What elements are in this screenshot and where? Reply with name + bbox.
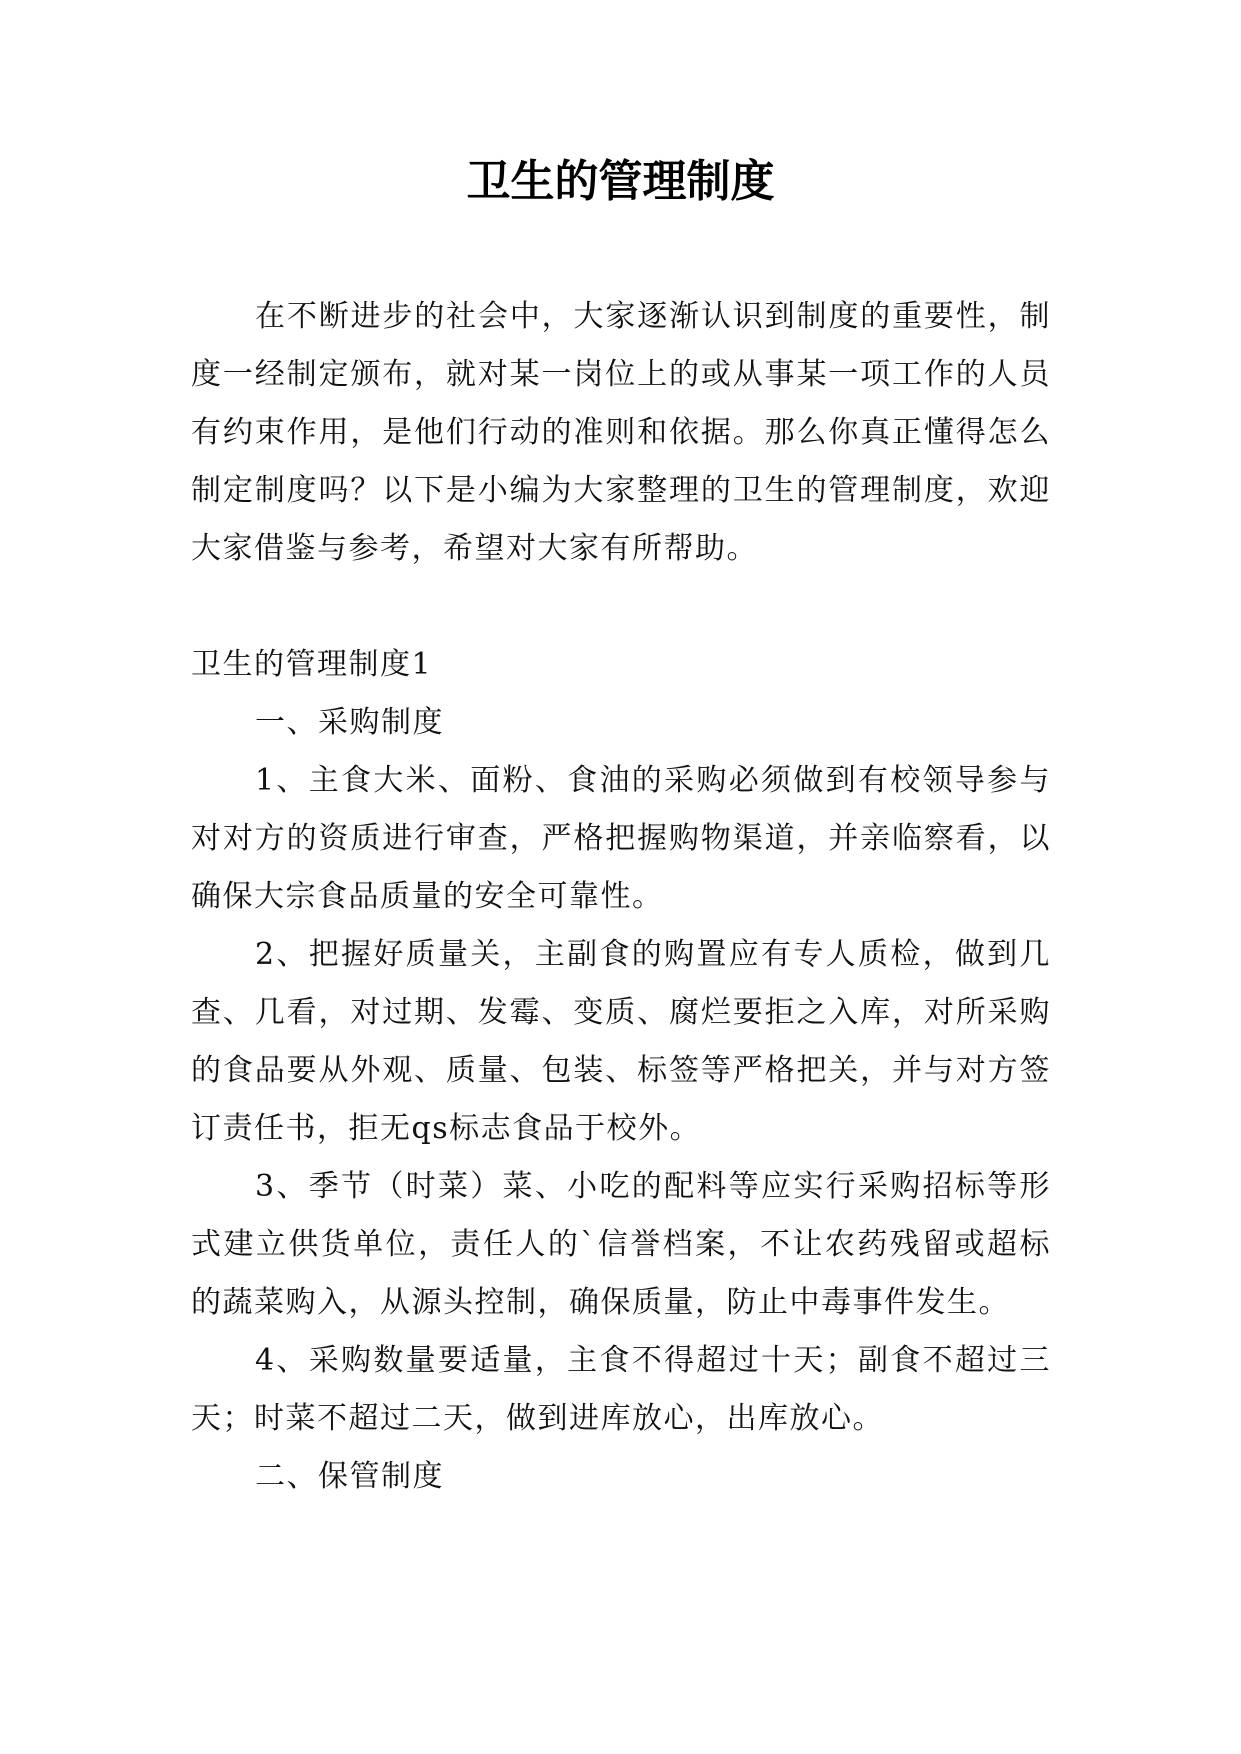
paragraph-spacer xyxy=(191,578,1051,636)
list-item: 4、采购数量要适量，主食不得超过十天；副食不超过三天；时菜不超过二天，做到进库放心，出库放心。 xyxy=(191,1343,1051,1436)
list-item: 1、主食大米、面粉、食油的采购必须做到有校领导参与对对方的资质进行审查，严格把握购物渠道，并亲临察看，以确保大宗食品质量的安全可靠性。 xyxy=(191,763,1051,914)
section-heading: 卫生的管理制度1 xyxy=(191,647,433,682)
list-item: 2、把握好质量关，主副食的购置应有专人质检，做到几查、几看，对过期、发霉、变质、腐烂要拒之入库，对所采购的食品要从外观、质量、包装、标签等严格把关，并与对方签订责任书，拒无qs标志食品于校外。 xyxy=(191,937,1051,1146)
list-item: 3、季节（时菜）菜、小吃的配料等应实行采购招标等形式建立供货单位，责任人的`信誉档案，不让农药残留或超标的蔬菜购入，从源头控制，确保质量，防止中毒事件发生。 xyxy=(191,1169,1051,1320)
part-heading-storage: 二、保管制度 xyxy=(255,1459,444,1494)
part-heading-procurement: 一、采购制度 xyxy=(255,705,444,740)
document-body xyxy=(191,288,1051,1506)
intro-paragraph: 在不断进步的社会中，大家逐渐认识到制度的重要性，制度一经制定颁布，就对某一岗位上的或从事某一项工作的人员有约束作用，是他们行动的准则和依据。那么你真正懂得怎么制定制度吗？以下是小编为大家整理的卫生的管理制度，欢迎大家借鉴与参考，希望对大家有所帮助。 xyxy=(191,299,1051,566)
document-title: 卫生的管理制度 xyxy=(466,156,775,207)
